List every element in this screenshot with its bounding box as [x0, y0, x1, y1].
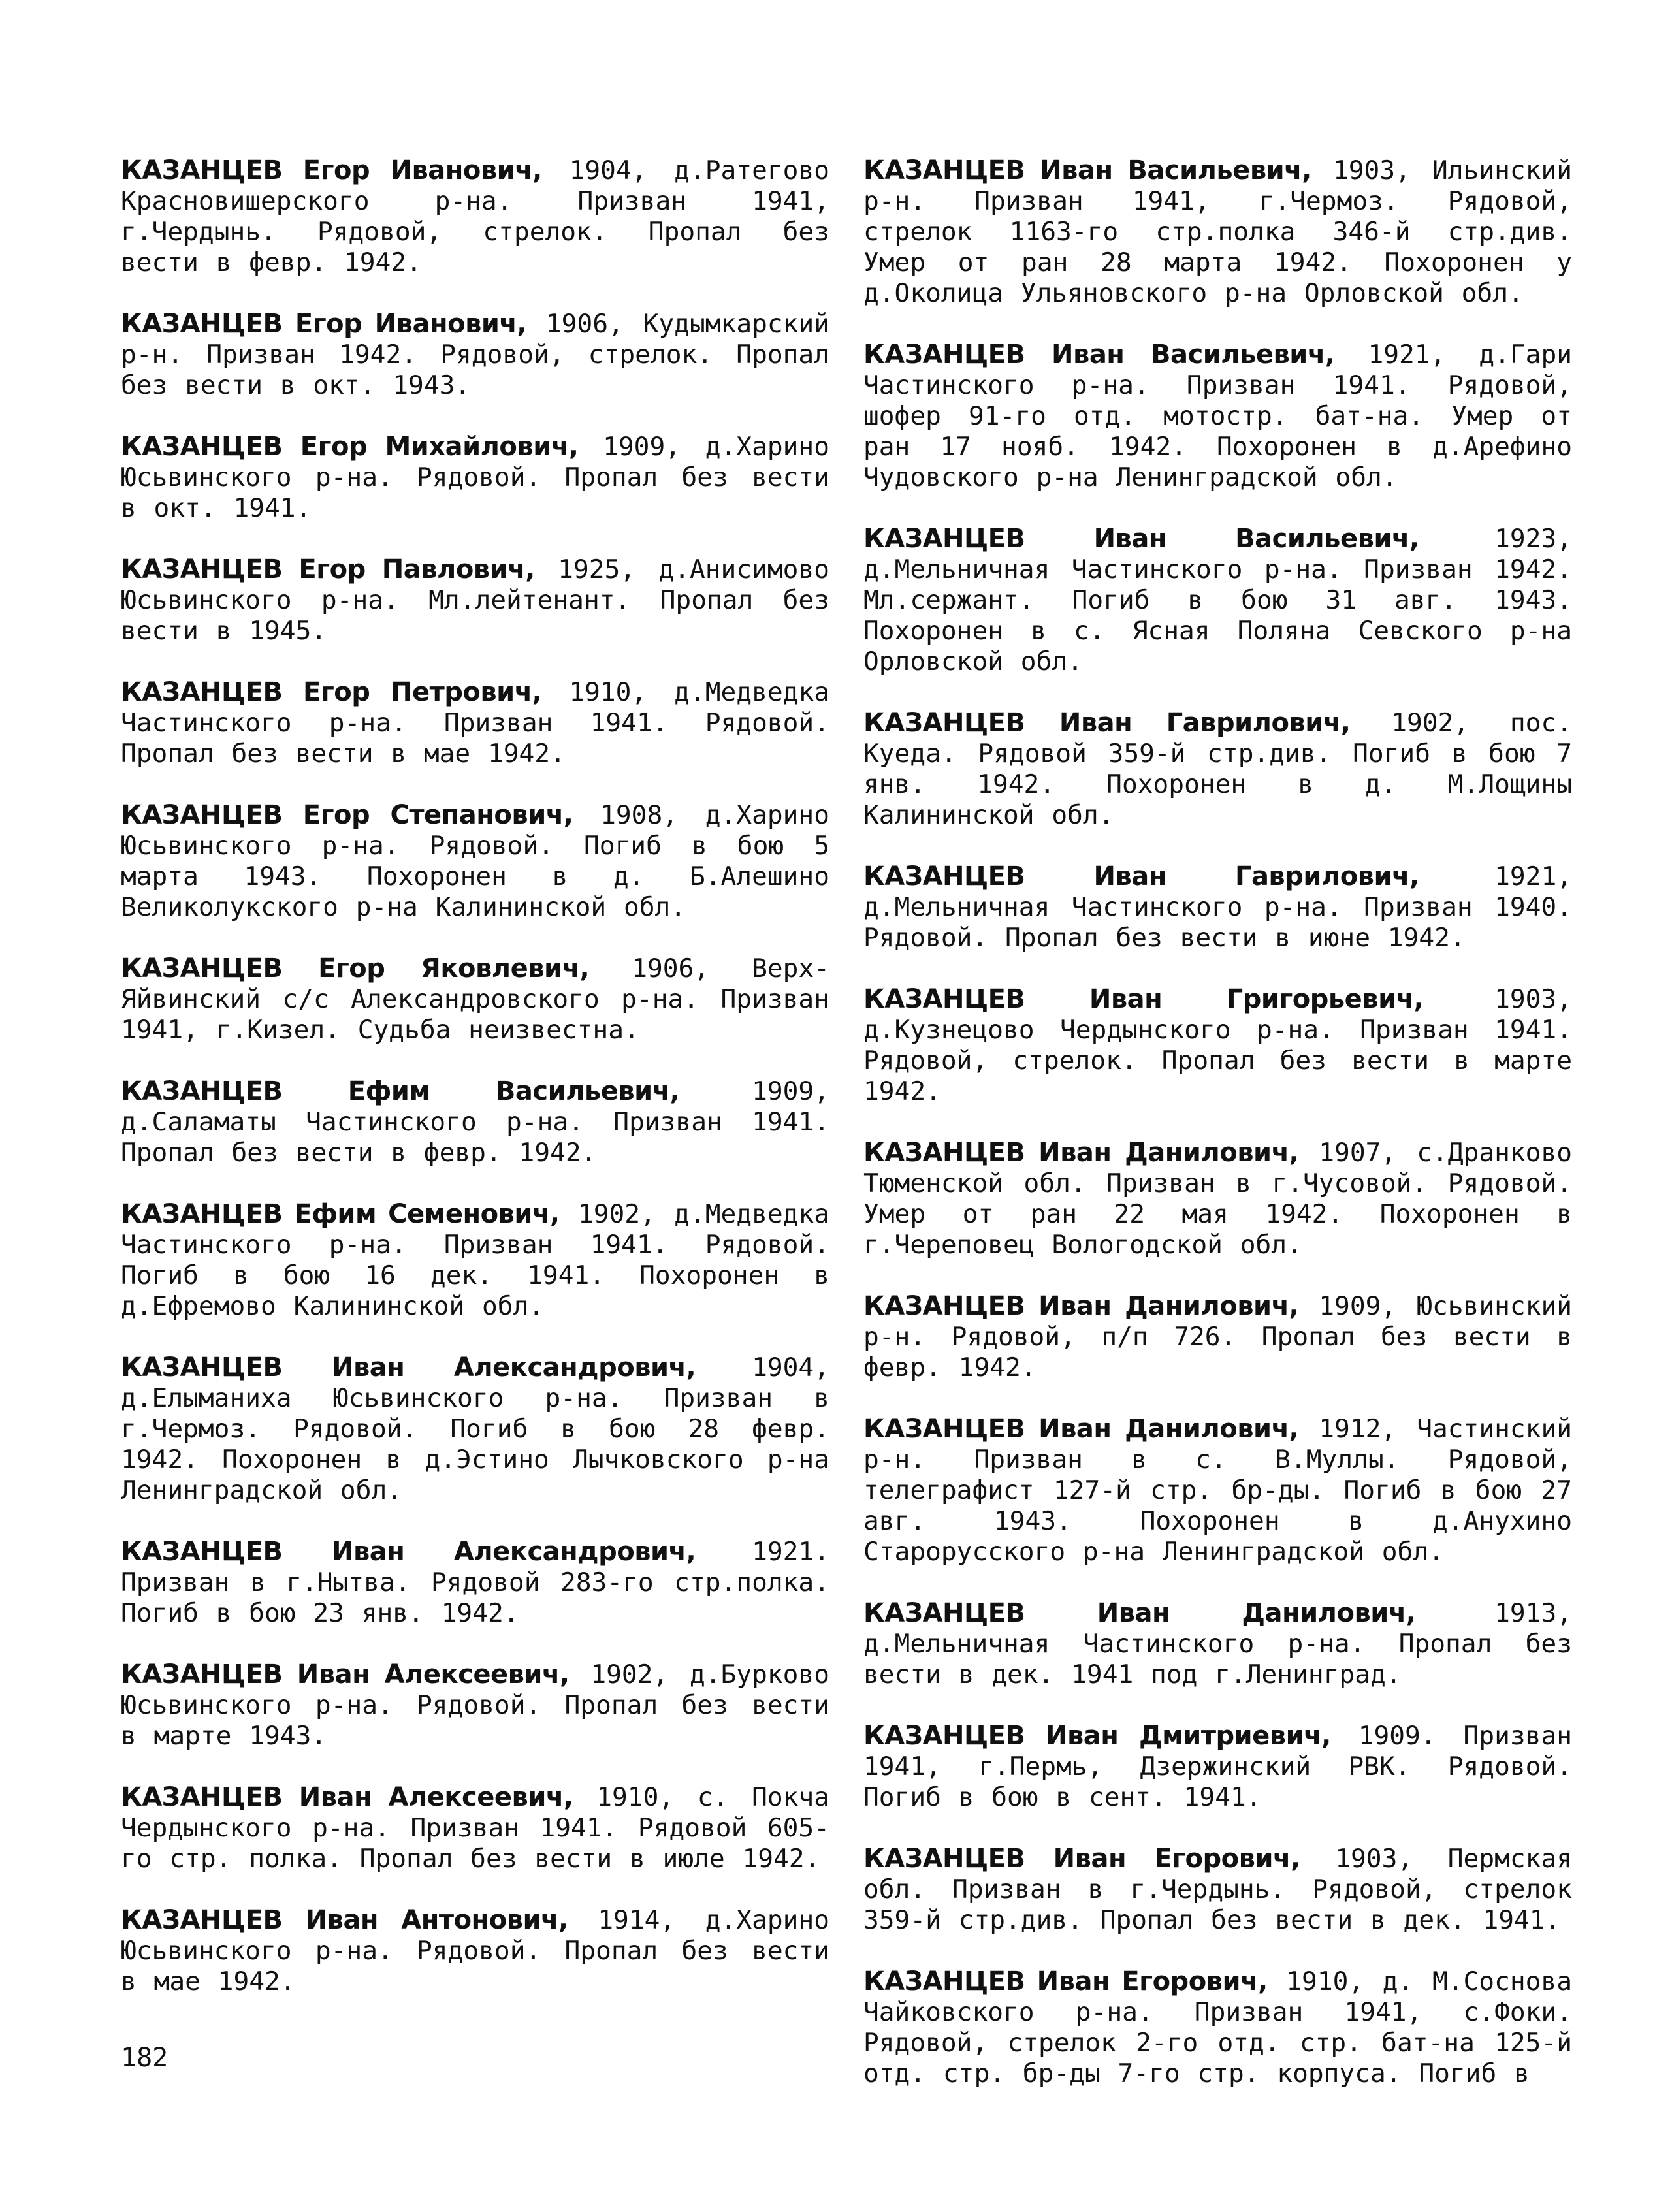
entry: [863, 1138, 1572, 1260]
entry-text: 1903, Ильинский р-н. Призван 1941, г.Чермоз. Рядовой, стрелок 1163-го стр.полка 346-й стр.див. Умер от ран 28 марта 1942. Похоронен у д.Околица Ульяновского р-на Орловской обл.: [863, 155, 1572, 308]
entry-text: 1914, д.Харино Юсьвинского р-на. Рядовой. Пропал без вести в мае 1942.: [121, 1905, 830, 1996]
entry: [121, 155, 829, 278]
entry-text: 1902, д.Медведка Частинского р-на. Призван 1941. Рядовой. Погиб в бою 16 дек. 1941. Похоронен в д.Ефремово Калининской обл.: [121, 1199, 830, 1321]
entry: [121, 800, 829, 923]
entry: [121, 1076, 829, 1168]
entry-name: КАЗАНЦЕВ Иван Дмитриевич,: [863, 1721, 1331, 1751]
entry-name: КАЗАНЦЕВ Иван Данилович,: [863, 1138, 1299, 1168]
left-column: [121, 155, 829, 2028]
entry-text: 1921, д.Мельничная Частинского р-на. Призван 1940. Рядовой. Пропал без вести в июне 1942.: [863, 861, 1573, 953]
entry-name: КАЗАНЦЕВ Егор Павлович,: [121, 554, 535, 585]
entry: [121, 1905, 829, 1997]
entry: [863, 1598, 1572, 1690]
entry: [121, 309, 829, 401]
entry: [121, 1659, 829, 1752]
entry-text: 1925, д.Анисимово Юсьвинского р-на. Мл.лейтенант. Пропал без вести в 1945.: [121, 554, 830, 646]
entry: [863, 1414, 1572, 1567]
entry-name: КАЗАНЦЕВ Иван Егорович,: [863, 1844, 1300, 1874]
entry-text: 1910, д. М.Соснова Чайковского р-на. Призван 1941, с.Фоки. Рядовой, стрелок 2-го отд. стр. бат-на 125-й отд. стр. бр-ды 7-го стр. корпуса. Погиб в: [863, 1966, 1572, 2089]
entry: [863, 861, 1572, 954]
entry-name: КАЗАНЦЕВ Иван Александрович,: [121, 1537, 696, 1567]
entry-text: 1921, д.Гари Частинского р-на. Призван 1941. Рядовой, шофер 91-го отд. мотостр. бат-на. Умер от ран 17 нояб. 1942. Похоронен в д.Арефино Чудовского р-на Ленинградской обл.: [863, 340, 1573, 492]
entry-text: 1902, пос. Куеда. Рядовой 359-й стр.див. Погиб в бою 7 янв. 1942. Похоронен в д. М.Лощины Калининской обл.: [863, 708, 1573, 830]
entry: [121, 677, 829, 769]
entry-name: КАЗАНЦЕВ Егор Степанович,: [121, 800, 573, 830]
entry-text: 1909, д.Харино Юсьвинского р-на. Рядовой. Пропал без вести в окт. 1941.: [121, 432, 829, 523]
entry-text: 1904, д.Елыманиха Юсьвинского р-на. Призван в г.Чермоз. Рядовой. Погиб в бою 28 февр. 1942. Похоронен в д.Эстино Лычковского р-на Ленинградской обл.: [121, 1353, 829, 1505]
entry: [863, 524, 1572, 677]
entry: [121, 1782, 829, 1874]
entry-name: КАЗАНЦЕВ Иван Егорович,: [863, 1966, 1268, 1996]
entry-name: КАЗАНЦЕВ Егор Иванович,: [121, 155, 542, 185]
entry-text: 1923, д.Мельничная Частинского р-на. Призван 1942. Мл.сержант. Погиб в бою 31 авг. 1943. Похоронен в с. Ясная Поляна Севского р-на Орловской обл.: [863, 524, 1572, 677]
entry-name: КАЗАНЦЕВ Иван Антонович,: [121, 1905, 568, 1935]
entry-text: 1921. Призван в г.Нытва. Рядовой 283-го стр.полка. Погиб в бою 23 янв. 1942.: [121, 1537, 829, 1628]
entry-name: КАЗАНЦЕВ Ефим Семенович,: [121, 1199, 560, 1229]
entry: [863, 340, 1572, 493]
entry-text: 1912, Частинский р-н. Призван в с. В.Муллы. Рядовой, телеграфист 127-й стр. бр-ды. Погиб в бою 27 авг. 1943. Похоронен в д.Анухино Старорусского р-на Ленинградской обл.: [863, 1414, 1573, 1567]
entry: [121, 954, 829, 1046]
entry-name: КАЗАНЦЕВ Егор Михайлович,: [121, 432, 579, 462]
entry: [863, 708, 1572, 831]
entry-name: КАЗАНЦЕВ Иван Григорьевич,: [863, 984, 1424, 1014]
entry-text: 1909, д.Саламаты Частинского р-на. Призван 1941. Пропал без вести в февр. 1942.: [121, 1076, 829, 1168]
entry-text: 1910, д.Медведка Частинского р-на. Призван 1941. Рядовой. Пропал без вести в мае 1942.: [121, 677, 830, 769]
entry-text: 1906, Верх-Яйвинский с/с Александровского р-на. Призван 1941, г.Кизел. Судьба неизвестна.: [121, 954, 830, 1045]
entry-name: КАЗАНЦЕВ Иван Васильевич,: [863, 340, 1335, 370]
entry-name: КАЗАНЦЕВ Егор Иванович,: [121, 309, 527, 339]
entry-name: КАЗАНЦЕВ Егор Яковлевич,: [121, 954, 590, 984]
entry: [863, 155, 1572, 309]
entry: [121, 1353, 829, 1506]
entry-name: КАЗАНЦЕВ Иван Васильевич,: [863, 524, 1419, 554]
entry: [121, 1537, 829, 1629]
entry-name: КАЗАНЦЕВ Иван Гаврилович,: [863, 861, 1419, 891]
entry-text: 1909. Призван 1941, г.Пермь, Дзержинский РВК. Рядовой. Погиб в бою в сент. 1941.: [863, 1721, 1573, 1812]
entry-name: КАЗАНЦЕВ Иван Алексеевич,: [121, 1659, 570, 1690]
entry-text: 1904, д.Ратегово Красновишерского р-на. Призван 1941, г.Чердынь. Рядовой, стрелок. Пропал без вести в февр. 1942.: [121, 155, 829, 278]
entry-name: КАЗАНЦЕВ Иван Гаврилович,: [863, 708, 1351, 738]
entry: [121, 432, 829, 524]
entry: [863, 1291, 1572, 1383]
entry-text: 1908, д.Харино Юсьвинского р-на. Рядовой. Погиб в бою 5 марта 1943. Похоронен в д. Б.Алешино Великолукского р-на Калининской обл.: [121, 800, 829, 922]
entry-text: 1906, Кудымкарский р-н. Призван 1942. Рядовой, стрелок. Пропал без вести в окт. 1943.: [121, 309, 829, 400]
entry-name: КАЗАНЦЕВ Иван Васильевич,: [863, 155, 1311, 185]
entry-text: 1903, Пермская обл. Призван в г.Чердынь. Рядовой, стрелок 359-й стр.див. Пропал без вести в дек. 1941.: [863, 1844, 1573, 1935]
right-column: [863, 155, 1572, 2120]
entry-name: КАЗАНЦЕВ Иван Данилович,: [863, 1414, 1299, 1444]
entry: [863, 1844, 1572, 1936]
entry-name: КАЗАНЦЕВ Иван Алексеевич,: [121, 1782, 573, 1812]
entry: [863, 1721, 1572, 1813]
entry-text: 1902, д.Бурково Юсьвинского р-на. Рядовой. Пропал без вести в марте 1943.: [121, 1659, 829, 1751]
entry-name: КАЗАНЦЕВ Иван Данилович,: [863, 1598, 1416, 1628]
entry-text: 1907, с.Дранково Тюменской обл. Призван в г.Чусовой. Рядовой. Умер от ран 22 мая 1942. Похоронен в г.Череповец Вологодской обл.: [863, 1138, 1573, 1260]
entry-text: 1910, с. Покча Чердынского р-на. Призван 1941. Рядовой 605-го стр. полка. Пропал без вести в июле 1942.: [121, 1782, 829, 1874]
entry-name: КАЗАНЦЕВ Егор Петрович,: [121, 677, 542, 707]
entry-text: 1913, д.Мельничная Частинского р-на. Пропал без вести в дек. 1941 под г.Ленинград.: [863, 1598, 1573, 1690]
entry-name: КАЗАНЦЕВ Иван Данилович,: [863, 1291, 1299, 1321]
entry: [863, 1966, 1572, 2089]
entry-name: КАЗАНЦЕВ Иван Александрович,: [121, 1353, 696, 1383]
entry-text: 1909, Юсьвинский р-н. Рядовой, п/п 726. Пропал без вести в февр. 1942.: [863, 1291, 1573, 1383]
page-number: 182: [121, 2043, 169, 2073]
entry-name: КАЗАНЦЕВ Ефим Васильевич,: [121, 1076, 680, 1106]
entry: [121, 1199, 829, 1322]
entry: [863, 984, 1572, 1107]
entry: [121, 554, 829, 647]
entry-text: 1903, д.Кузнецово Чердынского р-на. Призван 1941. Рядовой, стрелок. Пропал без вести в марте 1942.: [863, 984, 1572, 1106]
